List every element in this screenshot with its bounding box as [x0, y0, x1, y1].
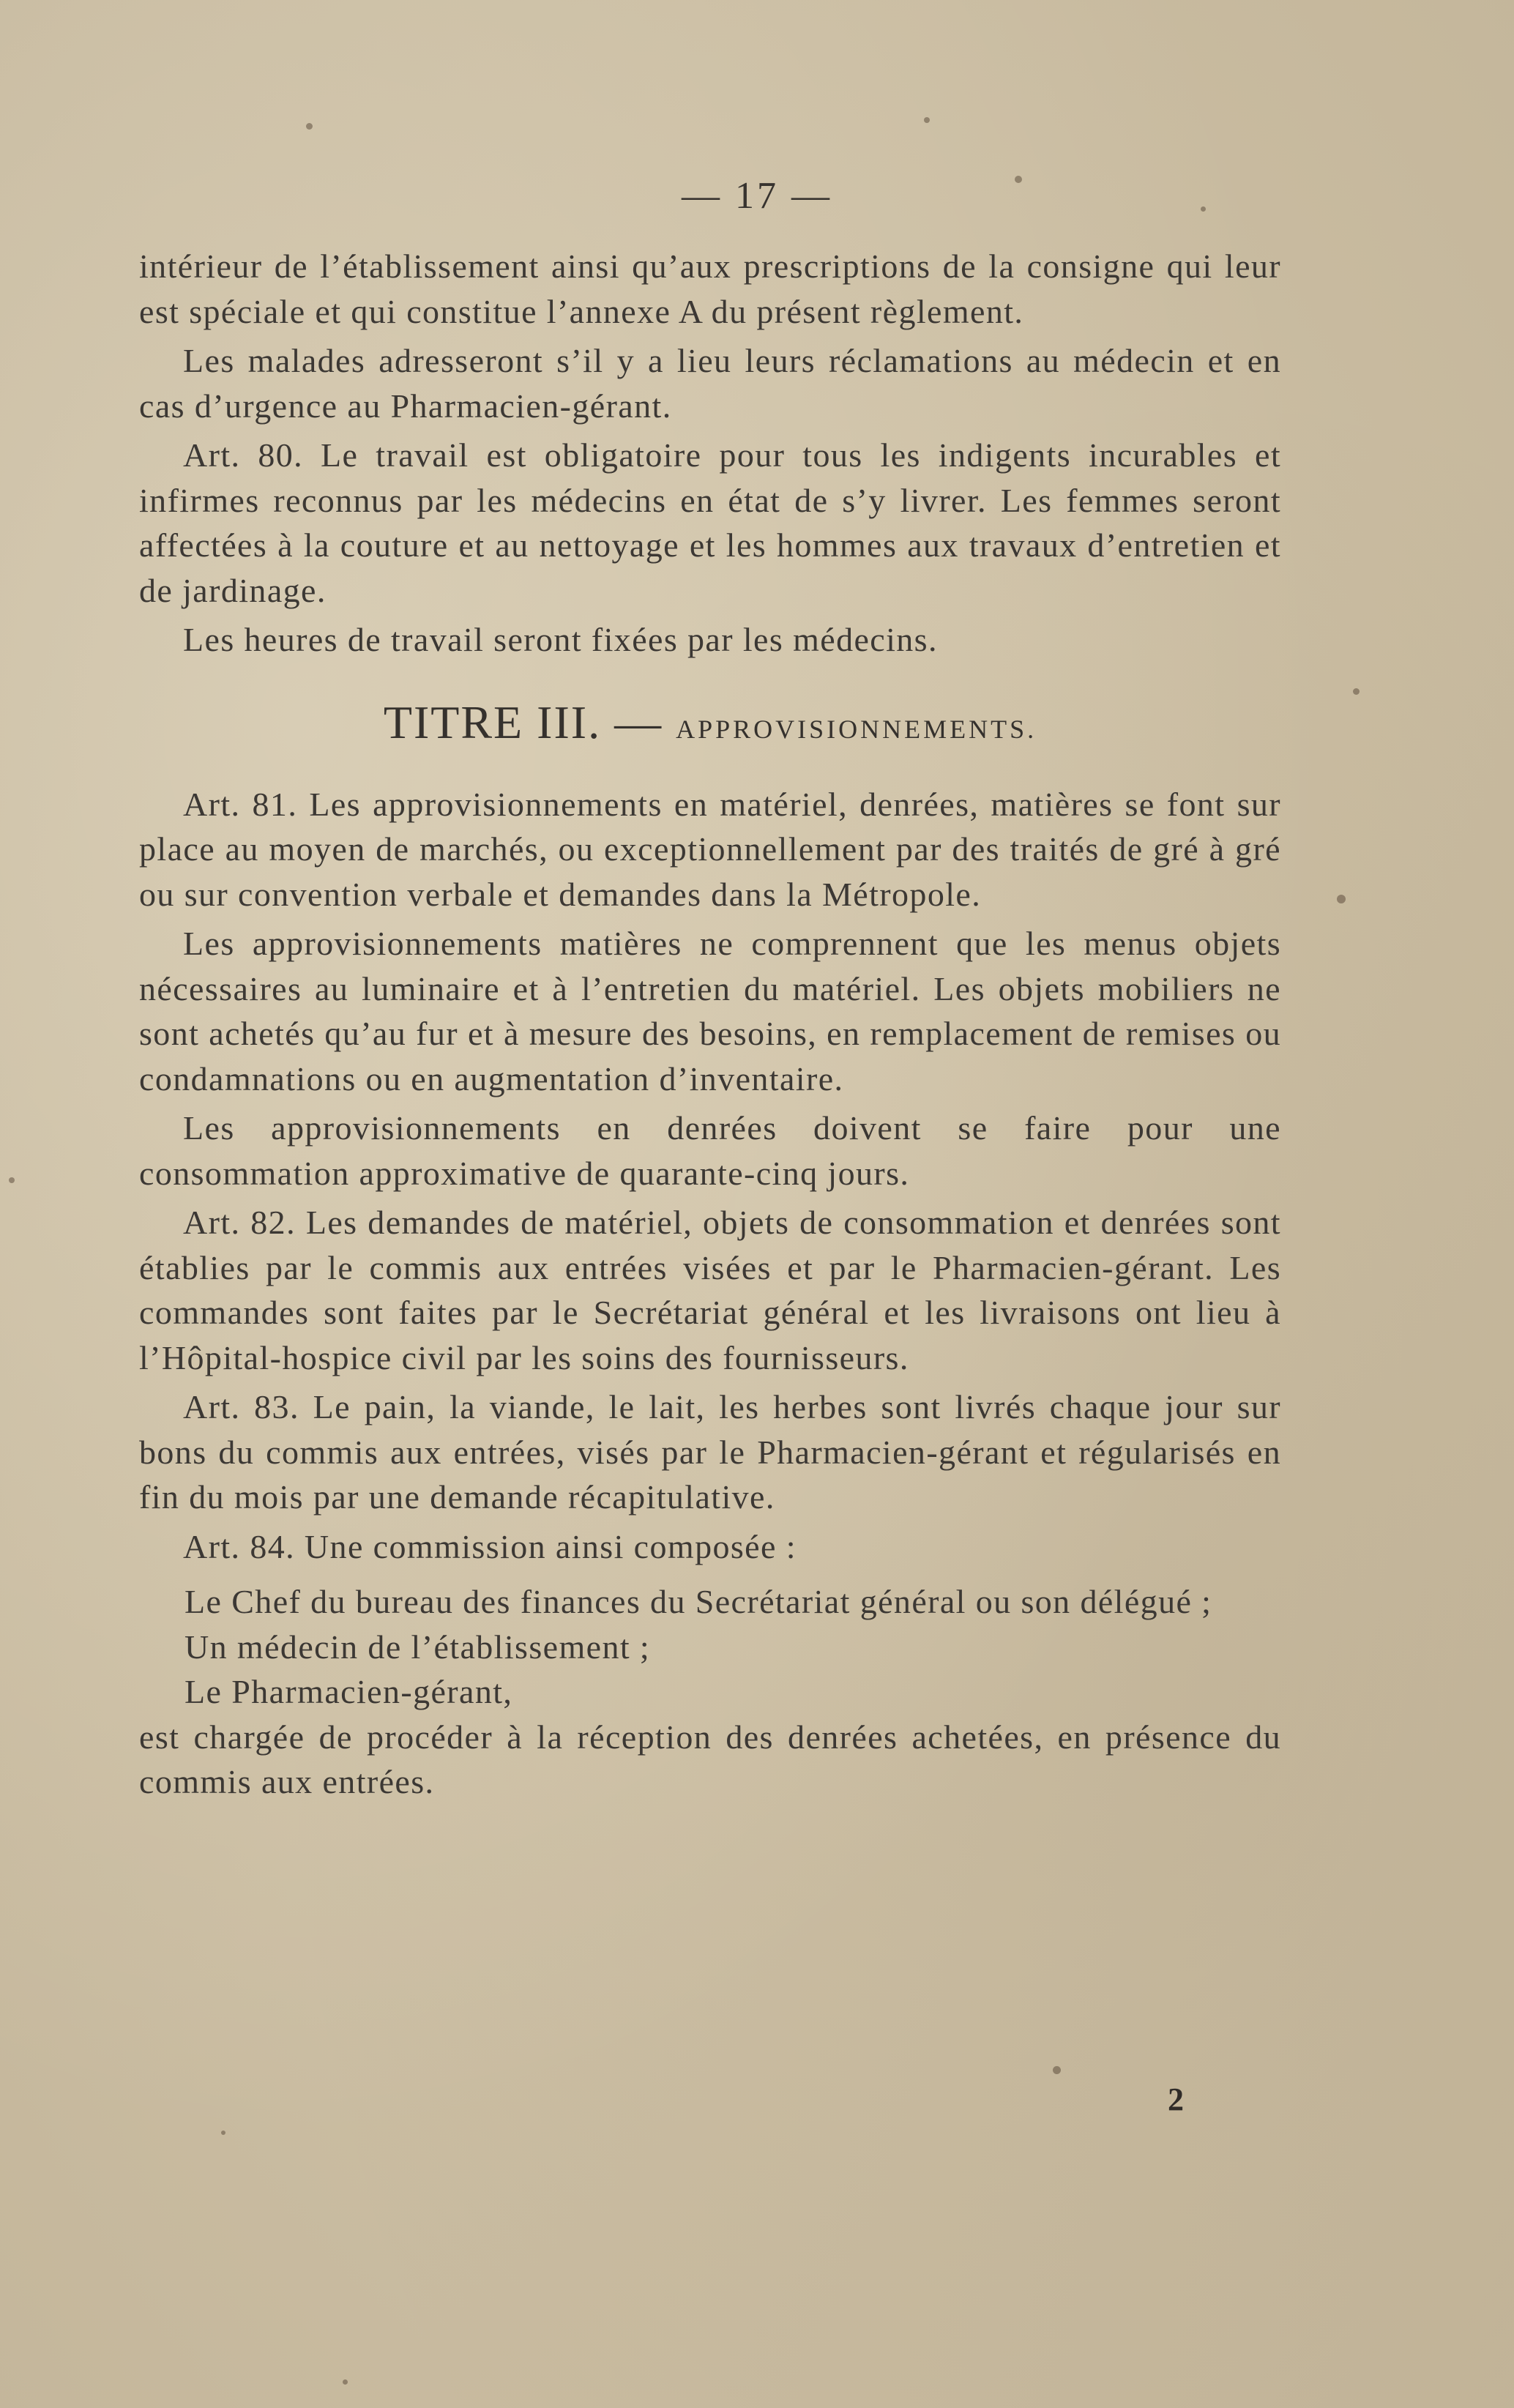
foxing-speck: [1015, 176, 1022, 183]
paragraph-commission-duty: est chargée de procéder à la réception des denrées achetées, en présence du commis aux entrées.: [139, 1718, 1281, 1800]
article-82: Art. 82. Les demandes de matériel, objets de consommation et denrées sont établies par le commis aux entrées visées et par le Pharmacien-gérant. Les commandes sont faites par le Secrétariat général et les livraisons ont lieu à l’Hôpital-hospice civil par les soins des fournisseurs.: [139, 1204, 1281, 1376]
commission-member-2: Un médecin de l’établissement ;: [184, 1628, 651, 1666]
paragraph-approvisionnements-matieres: Les approvisionnements matières ne comprennent que les menus objets nécessaires au luminaire et à l’entretien du matériel. Les objets mobiliers ne sont achetés qu’au fur et à mesure des besoins, en remplacement de remises ou condamnations ou en augmentation d’inventaire.: [139, 925, 1281, 1097]
section-heading: [139, 695, 1281, 757]
foxing-speck: [343, 2379, 348, 2385]
foxing-speck: [306, 123, 313, 130]
article-81: Art. 81. Les approvisionnements en matériel, denrées, matières se font sur place au moyen de marchés, ou exceptionnellement par des traités de gré à gré ou sur convention verbale et demandes dans la Métropole.: [139, 785, 1281, 913]
article-84: Art. 84. Une commission ainsi composée :: [183, 1527, 797, 1565]
article-80: Art. 80. Le travail est obligatoire pour tous les indigents incurables et infirmes reconnus par les médecins en état de s’y livrer. Les femmes seront affectées à la couture et au nettoyage et les hommes aux travaux d’entretien et de jardinage.: [139, 436, 1281, 609]
paragraph-continuation: intérieur de l’établissement ainsi qu’aux prescriptions de la consigne qui leur est spéciale et qui constitue l’annexe A du présent règlement.: [139, 247, 1281, 330]
body-text: [139, 244, 1281, 1805]
foxing-speck: [1201, 206, 1206, 212]
commission-member-3: Le Pharmacien-gérant,: [184, 1673, 513, 1710]
foxing-speck: [1337, 895, 1346, 903]
signature-mark: 2: [1168, 2081, 1184, 2117]
foxing-speck: [1053, 2066, 1061, 2074]
foxing-speck: [9, 1177, 15, 1183]
foxing-speck: [1353, 688, 1360, 695]
foxing-speck: [221, 2131, 225, 2135]
section-heading-sub: APPROVISIONNEMENTS.: [676, 714, 1037, 744]
foxing-speck: [924, 117, 930, 123]
paragraph-approvisionnements-denrees: Les approvisionnements en denrées doivent se faire pour une consommation approximative de quarante-cinq jours.: [139, 1109, 1281, 1192]
article-83: Art. 83. Le pain, la viande, le lait, les herbes sont livrés chaque jour sur bons du commis aux entrées, visés par le Pharmacien-gérant et régularisés en fin du mois par une demande récapitulative.: [139, 1388, 1281, 1516]
commission-member-1: Le Chef du bureau des finances du Secrétariat général ou son délégué ;: [184, 1583, 1212, 1620]
paragraph-heures-travail: Les heures de travail seront fixées par les médecins.: [183, 621, 938, 658]
page-number: — 17 —: [682, 175, 832, 217]
paragraph-reclamations: Les malades adresseront s’il y a lieu leurs réclamations au médecin et en cas d’urgence au Pharmacien-gérant.: [139, 342, 1281, 425]
section-heading-main: TITRE III. —: [383, 696, 663, 748]
